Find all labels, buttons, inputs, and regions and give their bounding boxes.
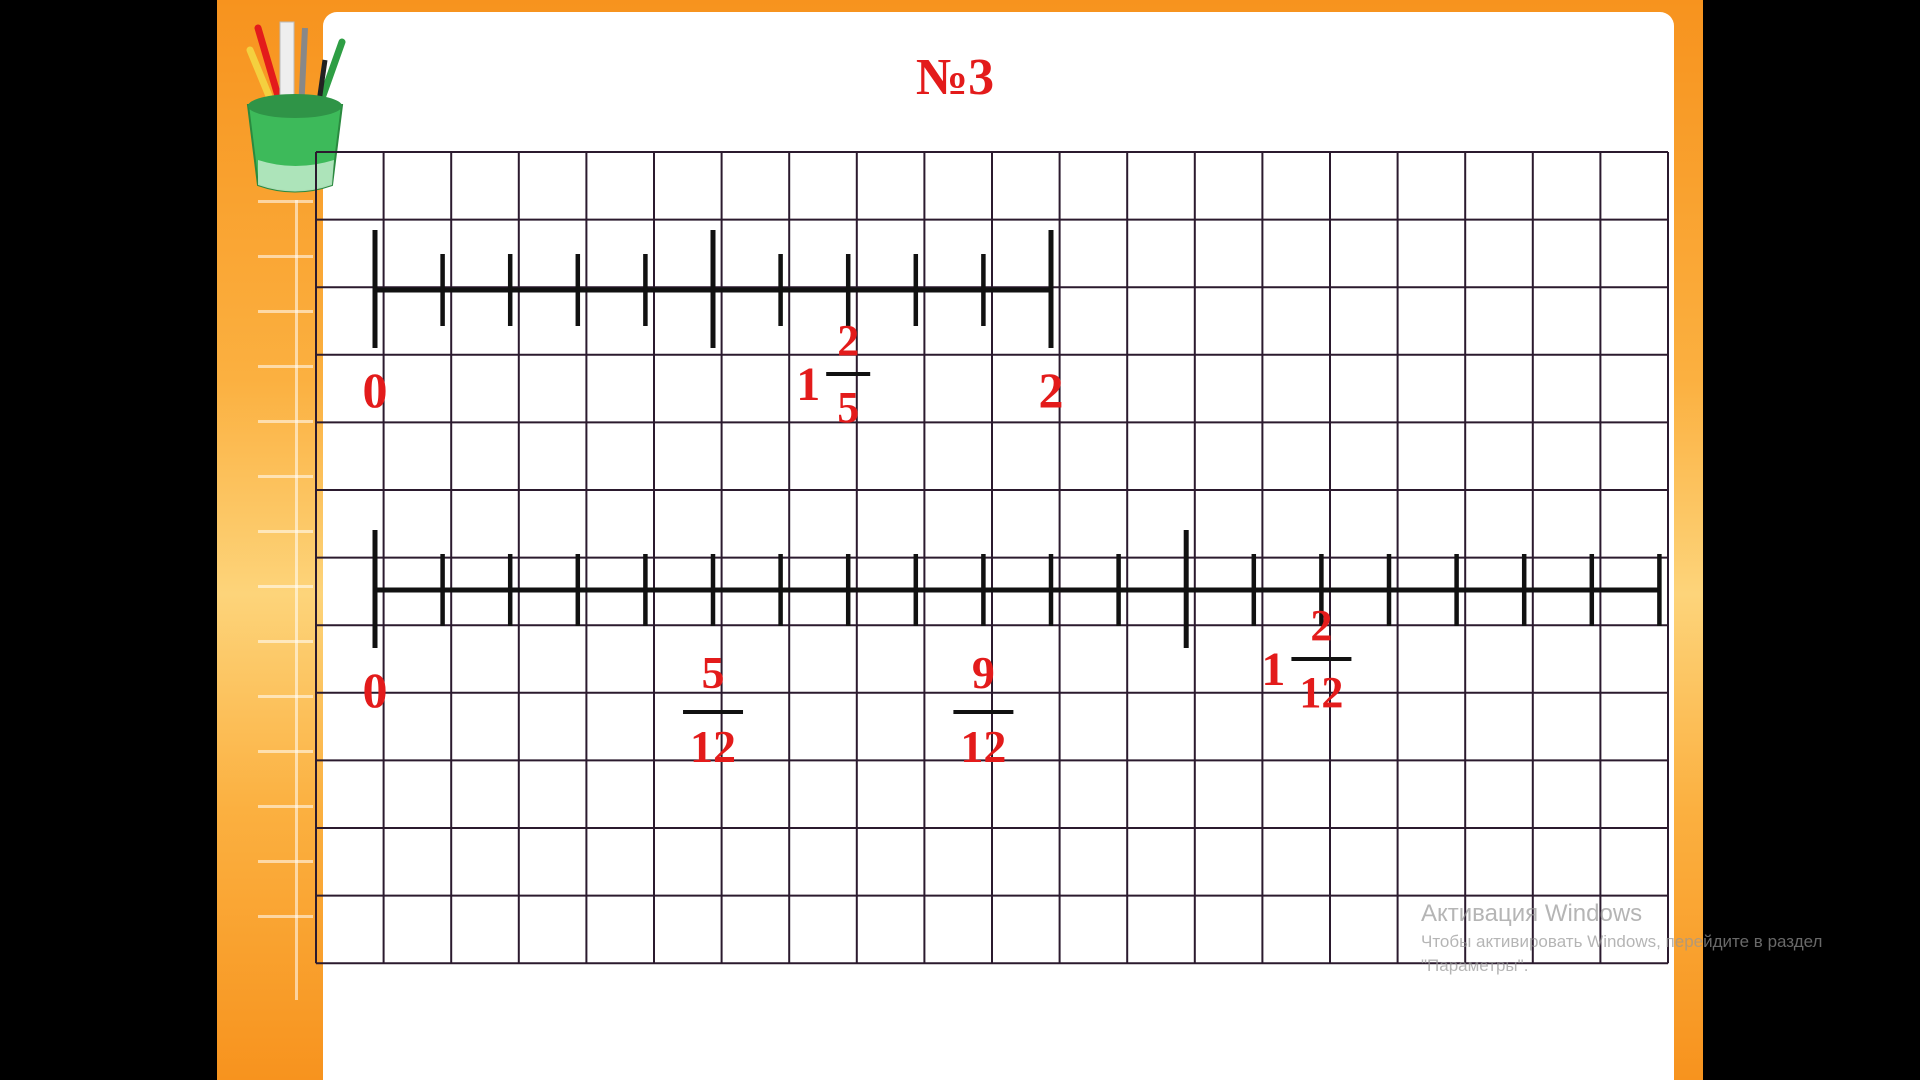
integer-label: 0 — [362, 362, 388, 418]
fraction-denominator: 12 — [1299, 668, 1344, 717]
integer-label: 2 — [1038, 362, 1064, 418]
windows-activation-watermark — [1421, 898, 1891, 978]
watermark-line-2: "Параметры". — [1421, 956, 1529, 975]
fraction-numerator: 2 — [837, 316, 860, 365]
pencil-cup-icon — [248, 22, 342, 192]
mixed-whole-part: 1 — [796, 358, 821, 411]
fraction-denominator: 12 — [960, 721, 1007, 772]
fraction-numerator: 2 — [1310, 601, 1333, 650]
watermark-title: Активация Windows — [1421, 900, 1643, 927]
number-line-2 — [375, 530, 1659, 648]
fraction-denominator: 5 — [837, 383, 860, 432]
mixed-whole-part: 1 — [1261, 643, 1286, 696]
fraction-numerator: 9 — [971, 647, 995, 698]
watermark-line-1: Чтобы активировать Windows, перейдите в раздел — [1421, 932, 1823, 951]
square-grid — [316, 152, 1668, 963]
task-number-title: №3 — [915, 49, 995, 106]
number-line-1 — [375, 230, 1051, 348]
integer-label: 0 — [362, 662, 388, 718]
fraction-denominator: 12 — [690, 721, 737, 772]
fraction-numerator: 5 — [701, 647, 725, 698]
